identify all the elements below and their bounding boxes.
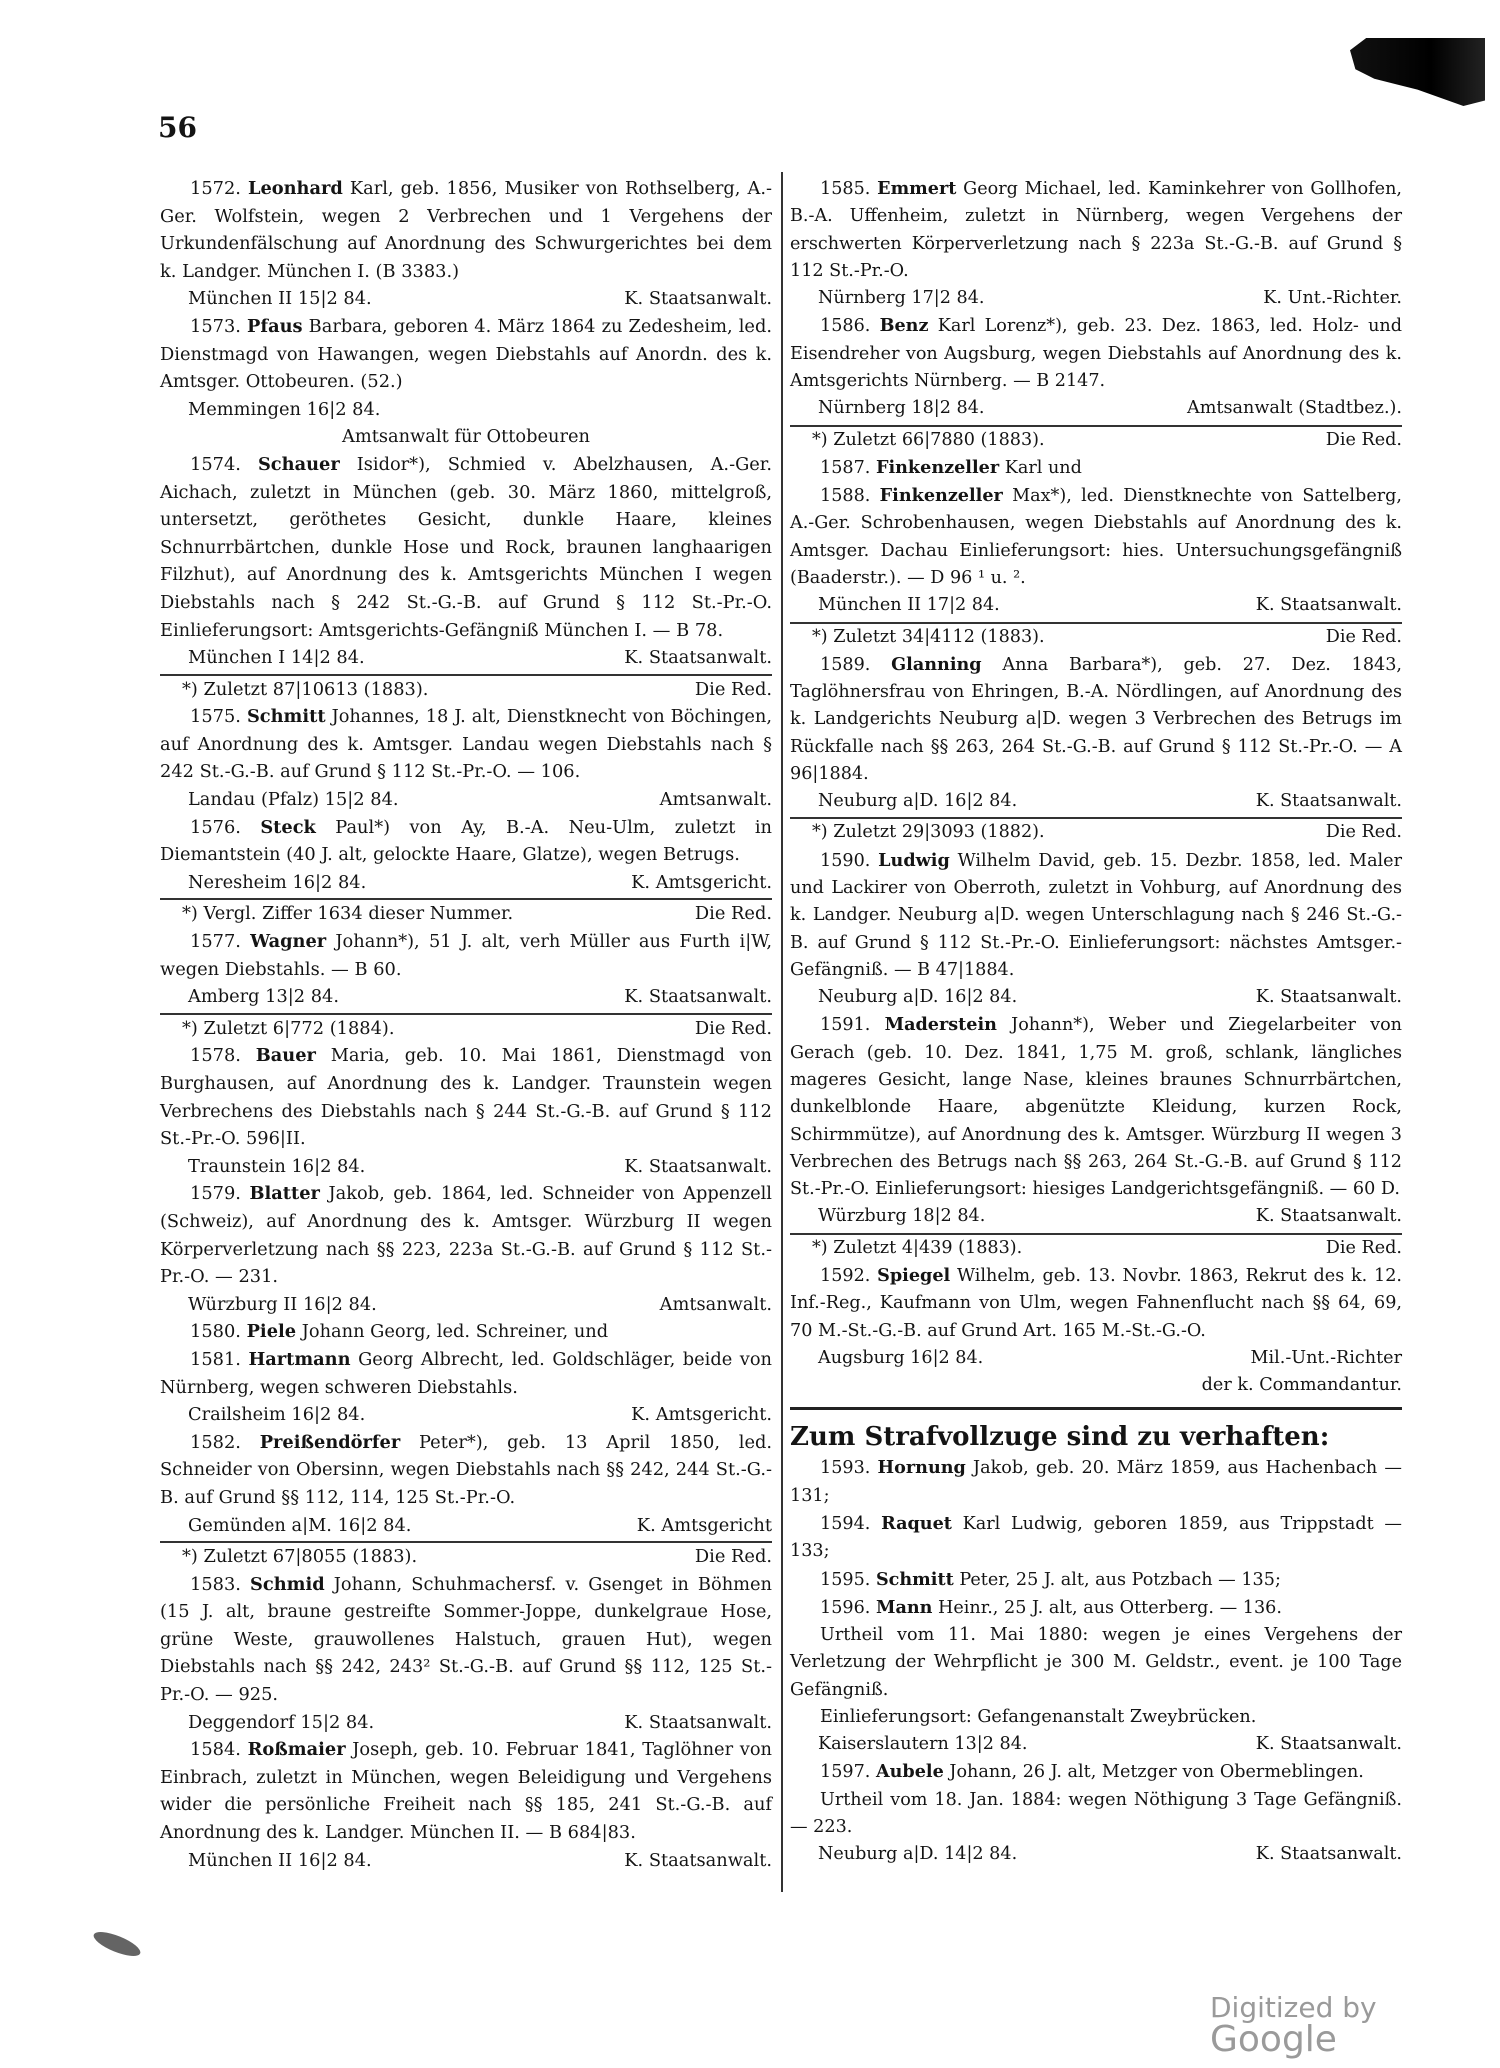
entry-number: 1572. [190,178,241,199]
entry-number: 1577. [190,931,241,953]
footnote-reference: *) Zuletzt 87|10613 (1883). [182,678,429,700]
issuing-authority-line [160,1847,772,1875]
person-name: Ludwig [878,849,950,871]
entry-number: 1596. [820,1597,871,1618]
authority: K. Unt.-Richter. [1263,288,1402,309]
person-name: Leonhard [247,178,343,199]
issuing-authority-line [790,1841,1402,1868]
entry-number: 1597. [820,1762,871,1783]
authority: Amtsanwalt. [659,789,772,811]
authority: K. Staatsanwalt. [1255,1844,1402,1865]
footnote-reference: *) Zuletzt 29|3093 (1882). [812,822,1045,843]
notice-entry [160,1180,772,1290]
editorial-footnote [160,674,772,704]
footnote-reference: *) Vergl. Ziffer 1634 dieser Nummer. [182,903,514,925]
person-name: Mann [875,1596,933,1618]
place-date: Memmingen 16|2 84. [188,398,381,420]
editorial-footnote [160,898,772,928]
place-date: Crailsheim 16|2 84. [188,1404,366,1426]
entry-text: Wilhelm, geb. 13. Novbr. 1863, Rekrut des k. 12. Inf.-Reg., Kaufmann von Ulm, wegen Fahnenflucht nach §§ 64, 69, 70 M.-St.-G.-B. auf Grund Art. 165 M.-St.-G.-O. [790,1265,1403,1341]
authority: K. Amtsgericht [636,1514,772,1536]
entry-text: Max*), led. Dienstknechte von Sattelberg, A.-Ger. Schrobenhausen, wegen Diebstahls auf Anordnung des k. Amtsger. Dachau Einlieferungsort: hies. Untersuchungsgefängniß (Baaderstr.). — D 96 ¹ u. ². [790,486,1402,588]
notice-entry [160,1042,772,1152]
notice-entry [160,1318,772,1346]
issuing-authority-line [790,592,1402,619]
person-name: Roßmaier [247,1739,346,1761]
right-column [790,175,1402,1869]
person-name: Wagner [250,931,327,953]
notice-entry [790,1758,1402,1786]
entry-number: 1595. [820,1569,871,1590]
editorial-footnote [790,1233,1402,1262]
authority: K. Amtsgericht. [631,871,772,893]
authority: K. Staatsanwalt. [1255,1206,1402,1227]
entry-text: Georg Albrecht, led. Goldschläger, beide von Nürnberg, wegen schweren Diebstahls. [160,1348,773,1398]
entry-number: 1594. [820,1513,871,1534]
entry-text: Wilhelm David, geb. 15. Dezbr. 1858, led. Maler und Lackirer von Oberroth, zuletzt in Vohburg, auf Anordnung des k. Landger. Neuburg a|D. wegen Unterschlagung nach § 246 St.-G.-B. auf Grund § 112 St.-Pr.-O. Einlieferungsort: nächstes Amtsger.-Gefängniß. — B 47|1884. [790,850,1403,980]
issuing-authority-line [790,395,1402,422]
person-name: Finkenzeller [875,456,1000,478]
entry-text: Anna Barbara*), geb. 27. Dez. 1843, Taglöhnersfrau von Ehringen, B.-A. Nördlingen, auf Anordnung des k. Landgerichts Neuburg a|D. wegen 3 Verbrechen des Betrugs im Rückfalle nach §§ 263, 264 St.-G.-B. auf Grund § 112 St.-Pr.-O. — A 96|1884. [790,654,1403,784]
entry-text: Georg Michael, led. Kaminkehrer von Gollhofen, B.-A. Uffenheim, zuletzt in Nürnberg, wegen Vergehens der erschwerten Körperverletzung nach § 223a St.-G.-B. auf Grund § 112 St.-Pr.-O. [790,179,1403,281]
notice-entry [790,175,1402,285]
digitized-by-google-watermark [1210,1992,1500,2058]
paragraph: Urtheil vom 11. Mai 1880: wegen je eines Vergehens der Verletzung der Wehrpflicht je 300 M. Geldstr., event. je 100 Tage Gefängniß. [790,1625,1402,1700]
entry-number: 1589. [820,654,871,675]
entry-number: 1574. [190,453,241,475]
paragraph: Urtheil vom 18. Jan. 1884: wegen Nöthigung 3 Tage Gefängniß. — 223. [790,1789,1402,1838]
person-name: Maderstein [884,1014,997,1036]
footnote-reference: *) Zuletzt 6|772 (1884). [182,1017,395,1039]
authority: Mil.-Unt.-Richter [1250,1347,1402,1368]
authority: K. Staatsanwalt. [624,1155,772,1177]
authority-line-centered: Amtsanwalt für Ottobeuren [342,426,590,448]
issuing-authority-line [160,644,772,672]
entry-text: Karl Ludwig, geboren 1859, aus Trippstadt — 133; [790,1513,1402,1562]
notice-entry [790,651,1402,788]
authority: K. Amtsgericht. [631,1404,772,1426]
notice-entry [160,1429,772,1512]
issuing-authority-line [160,786,772,814]
entry-text: Isidor*), Schmied v. Abelzhausen, A.-Ger. Aichach, zuletzt in München (geb. 30. März 1860, mittelgroß, untersetzt, geröthetes Gesicht, dunkle Haare, kleines Schnurrbärtchen, dunkle Hose und Rock, braunen langhaarigen Filzhut), auf Anordnung des k. Amtsgerichts München I wegen Diebstahls nach § 242 St.-G.-B. auf Grund § 112 St.-Pr.-O. Einlieferungsort: Amtsgerichts-Gefängniß München I. — B 78. [160,453,773,641]
notice-entry [790,1011,1402,1203]
person-name: Pfaus [247,315,303,337]
issuing-authority-line [160,869,772,897]
place-date: München I 14|2 84. [188,647,365,669]
entry-text: Heinr., 25 J. alt, aus Otterberg. — 136. [932,1597,1282,1618]
issuing-authority-line [790,984,1402,1011]
editorial-footnote [160,1013,772,1043]
editorial-footnote [160,1541,772,1571]
authority: Amtsanwalt (Stadtbez.). [1187,398,1402,419]
watermark-prefix: Digitized by [1210,1991,1377,2024]
issuing-authority-line [160,1512,772,1540]
footnote-editor: Die Red. [694,903,772,925]
issuing-authority-line [160,1709,772,1737]
notice-entry [160,814,772,869]
authority: K. Staatsanwalt. [1255,1734,1402,1755]
entry-number: 1583. [190,1573,241,1595]
entry-number: 1593. [820,1458,871,1479]
entry-number: 1585. [820,179,871,199]
footnote-reference: *) Zuletzt 4|439 (1883). [812,1237,1023,1258]
notice-entry [160,313,772,396]
entry-text: Johann, 26 J. alt, Metzger von Obermeblingen. [943,1762,1364,1783]
notice-entry [160,703,772,786]
entry-text: Maria, geb. 10. Mai 1861, Dienstmagd von Burghausen, auf Anordnung des k. Landger. Traunstein wegen Verbrechens des Diebstahls nach § 244 St.-G.-B. auf Grund § 112 St.-Pr.-O. 596|II. [160,1045,772,1150]
person-name: Benz [879,315,929,337]
notice-entry [790,1454,1402,1510]
editorial-footnote [790,817,1402,846]
place-date: Neuburg a|D. 16|2 84. [818,791,1018,812]
footnote-editor: Die Red. [694,1017,772,1039]
authority: K. Staatsanwalt. [1255,791,1402,812]
entry-number: 1580. [190,1321,241,1343]
entry-number: 1581. [190,1348,241,1370]
entry-text: Karl, geb. 1856, Musiker von Rothselberg, A.-Ger. Wolfstein, wegen 2 Verbrechen und 1 Vergehens der Urkundenfälschung auf Anordnung des Schwurgerichtes bei dem k. Landger. München I. (B 3383.) [160,178,772,282]
notice-entry [790,847,1402,984]
entry-number: 1584. [190,1739,241,1761]
entry-text: Barbara, geboren 4. März 1864 zu Zedesheim, led. Dienstmagd von Hawangen, wegen Diebstahls auf Anordn. des k. Amtsger. Ottobeuren. (52.) [160,315,772,393]
paragraph: Einlieferungsort: Gefangenanstalt Zweybrücken. [820,1706,1257,1727]
issuing-authority-line [790,788,1402,815]
issuing-authority-line [160,1153,772,1181]
notice-entry [160,1736,772,1846]
place-date: Kaiserslautern 13|2 84. [818,1734,1028,1755]
person-name: Schmid [250,1573,325,1595]
person-name: Schmitt [875,1568,954,1590]
notice-entry [160,1346,772,1401]
notice-entry [160,928,772,983]
person-name: Bauer [255,1045,316,1067]
place-date: Nürnberg 18|2 84. [818,398,985,419]
scan-artifact-corner [1350,38,1485,106]
footnote-reference: *) Zuletzt 66|7880 (1883). [812,429,1045,450]
entry-number: 1588. [820,486,871,507]
entry-number: 1587. [820,457,871,478]
place-date: Augsburg 16|2 84. [818,1347,984,1368]
issuing-authority-line [160,1401,772,1429]
scan-artifact-smudge [91,1927,143,1961]
entry-number: 1592. [820,1265,871,1286]
authority: K. Staatsanwalt. [624,647,772,669]
authority: K. Staatsanwalt. [624,986,772,1008]
notice-entry [790,312,1402,395]
watermark-brand: Google [1210,2019,1337,2060]
notice-entry [790,1510,1402,1566]
person-name: Aubele [875,1761,944,1783]
person-name: Hornung [877,1457,966,1479]
entry-text: Karl Lorenz*), geb. 23. Dez. 1863, led. Holz- und Eisendreher von Augsburg, wegen Diebstahls auf Anordnung des k. Amtsgerichts Nürnberg. — B 2147. [790,316,1402,391]
issuing-authority-line [160,1291,772,1319]
notice-entry [160,1571,772,1709]
entry-text: Johann, Schuhmachersf. v. Gsenget in Böhmen (15 J. alt, braune gestreifte Sommer-Joppe, dunkelgraue Hose, grüne Weste, grauwollenes Halstuch, grauen Hut), wegen Diebstahls nach §§ 242, 243² St.-G.-B. auf Grund §§ 112, 125 St.-Pr.-O. — 925. [160,1573,772,1706]
entry-text: Karl und [999,457,1082,478]
person-name: Hartmann [248,1348,351,1370]
entry-text: Jakob, geb. 1864, led. Schneider von Appenzell (Schweiz), auf Anordnung des k. Amtsger. Würzburg II wegen Körperverletzung nach §§ 223, 223a St.-G.-B. auf Grund § 112 St.-Pr.-O. — 231. [160,1183,772,1288]
place-date: Neuburg a|D. 16|2 84. [818,987,1018,1008]
footnote-editor: Die Red. [694,1546,772,1568]
place-date: Nürnberg 17|2 84. [818,288,985,309]
issuing-authority-line [790,1203,1402,1230]
place-date: München II 15|2 84. [188,288,372,310]
person-name: Spiegel [877,1264,951,1286]
notice-entry [790,1262,1402,1345]
person-name: Schmitt [246,706,326,728]
person-name: Emmert [877,178,957,199]
authority: K. Staatsanwalt. [1255,595,1402,616]
footnote-editor: Die Red. [1325,822,1402,843]
editorial-footnote [790,425,1402,454]
issuing-authority-line [160,983,772,1011]
person-name: Finkenzeller [879,485,1003,507]
person-name: Raquet [881,1512,952,1534]
entry-number: 1590. [820,850,871,871]
place-date: Gemünden a|M. 16|2 84. [188,1514,412,1536]
authority-continuation: der k. Commandantur. [1201,1375,1402,1396]
place-date: München II 17|2 84. [818,595,1000,616]
entry-text: Peter*), geb. 13 April 1850, led. Schneider von Obersinn, wegen Diebstahls nach §§ 242, 244 St.-G.-B. auf Grund §§ 112, 114, 125 St.-Pr.-O. [160,1431,773,1508]
place-date: Neuburg a|D. 14|2 84. [818,1844,1018,1865]
place-date: Deggendorf 15|2 84. [188,1711,375,1733]
left-column [160,175,772,1874]
entry-text: Johann Georg, led. Schreiner, und [296,1321,609,1343]
editorial-footnote [790,622,1402,651]
entry-number: 1573. [190,315,241,337]
person-name: Steck [260,816,316,838]
person-name: Piele [246,1321,297,1343]
entry-text: Johann*), Weber und Ziegelarbeiter von Gerach (geb. 10. Dez. 1841, 1,75 M. groß, schlank, längliches mageres Gesicht, lange Nase, kleines braunes Schnurrbärtchen, dunkelblonde Haare, abgenützte Kleidung, kurzen Rock, Schirmmütze), auf Anordnung des k. Amtsger. Würzburg II wegen 3 Verbrechen des Betrugs nach §§ 263, 264 St.-G.-B. auf Grund § 112 St.-Pr.-O. Einlieferungsort: hiesiges Landgerichtsgefängniß. — 60 D. [790,1015,1402,1200]
person-name: Glanning [891,653,982,675]
place-date: Würzburg II 16|2 84. [188,1293,377,1315]
place-date: Neresheim 16|2 84. [188,871,367,893]
entry-number: 1576. [190,816,241,838]
entry-number: 1591. [820,1015,871,1036]
footnote-reference: *) Zuletzt 34|4112 (1883). [812,626,1045,647]
entry-number: 1582. [190,1431,241,1453]
place-date: Würzburg 18|2 84. [818,1206,986,1227]
place-date: München II 16|2 84. [188,1849,372,1871]
person-name: Schauer [257,453,340,475]
issuing-authority-line [790,1731,1402,1758]
notice-entry [160,175,772,285]
footnote-editor: Die Red. [1325,1237,1402,1258]
notice-entry [790,1566,1402,1594]
page-number: 56 [158,111,197,144]
issuing-authority-line [790,285,1402,312]
entry-text: Joseph, geb. 10. Februar 1841, Taglöhner von Einbrach, zuletzt in München, wegen Beleidigung und Vergehens wider die persönliche Freiheit nach §§ 185, 241 St.-G.-B. auf Anordnung des k. Landger. München II. — B 684|83. [160,1739,773,1844]
entry-number: 1579. [190,1183,241,1205]
footnote-editor: Die Red. [1325,429,1402,450]
footnote-editor: Die Red. [694,678,772,700]
authority: K. Staatsanwalt. [1255,987,1402,1008]
entry-number: 1578. [190,1045,241,1067]
place-date: Traunstein 16|2 84. [188,1155,366,1177]
footnote-editor: Die Red. [1325,626,1402,647]
place-date: Amberg 13|2 84. [188,986,340,1008]
person-name: Preißendörfer [259,1431,401,1453]
entry-number: 1575. [190,706,241,728]
authority: K. Staatsanwalt. [624,1849,772,1871]
entry-text: Peter, 25 J. alt, aus Potzbach — 135; [953,1569,1281,1590]
issuing-authority-line [160,285,772,313]
column-divider [781,172,783,1892]
notice-entry [160,451,772,644]
authority: K. Staatsanwalt. [624,1711,772,1733]
entry-text: Johannes, 18 J. alt, Dienstknecht von Böchingen, auf Anordnung des k. Amtsger. Landau wegen Diebstahls nach § 242 St.-G.-B. auf Grund § 112 St.-Pr.-O. — 106. [160,706,773,783]
person-name: Blatter [249,1183,320,1205]
authority: Amtsanwalt. [659,1293,772,1315]
notice-entry [790,1594,1402,1622]
entry-text: Johann*), 51 J. alt, verh Müller aus Furth i|W, wegen Diebstahls. — B 60. [160,931,772,980]
entry-text: Paul*) von Ay, B.-A. Neu-Ulm, zuletzt in Diemantstein (40 J. alt, gelockte Haare, Glatze), wegen Betrugs. [160,816,773,866]
notice-entry [790,482,1402,592]
section-heading: Zum Strafvollzuge sind zu verhaften: [790,1407,1402,1454]
issuing-authority-line [160,396,772,424]
issuing-authority-line [790,1345,1402,1372]
authority: K. Staatsanwalt. [624,288,772,310]
notice-entry [790,454,1402,482]
entry-text: Jakob, geb. 20. März 1859, aus Hachenbach — 131; [790,1458,1403,1506]
entry-number: 1586. [820,316,871,337]
place-date: Landau (Pfalz) 15|2 84. [188,789,399,811]
footnote-reference: *) Zuletzt 67|8055 (1883). [182,1546,418,1568]
